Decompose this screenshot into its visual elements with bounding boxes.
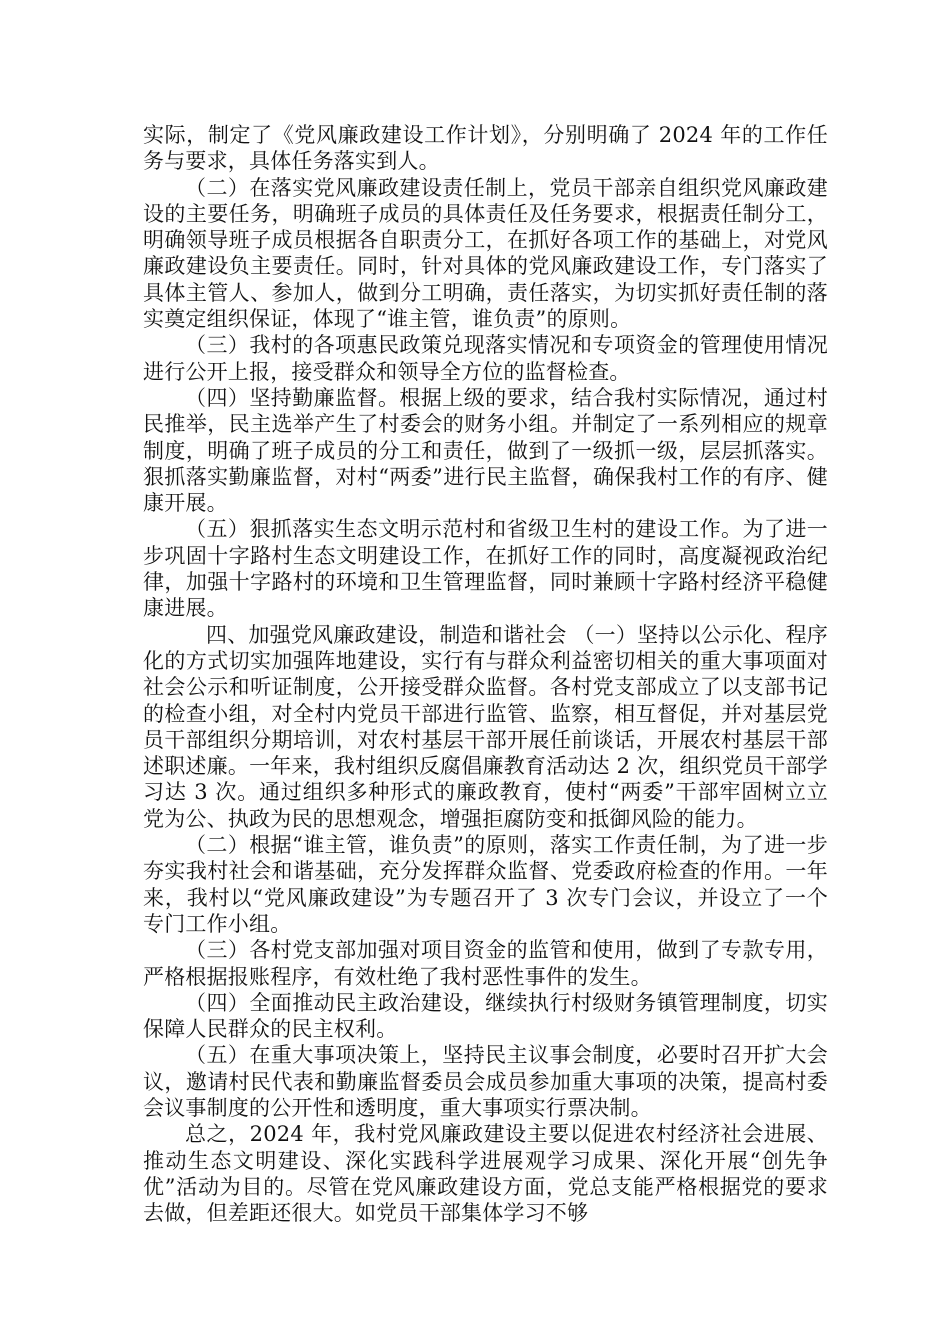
paragraph-6: （二）根据“谁主管，谁负责”的原则，落实工作责任制，为了进一步夯实我村社会和谐基础，充分发挥群众监督、党委政府检查的作用。一年来，我村以“党风廉政建设”为专题召开了 3 次专门会议，并设立了一个专门工作小组。	[143, 833, 828, 936]
paragraph-5: 四、加强党风廉政建设，制造和谐社会 （一）坚持以公示化、程序化的方式切实加强阵地建设，实行有与群众利益密切相关的重大事项面对社会公示和听证制度，公开接受群众监督。各村党支部成立了以支部书记的检查小组，对全村内党员干部进行监管、监察，相互督促，并对基层党员干部组织分期培训，对农村基层干部开展任前谈话，开展农村基层干部述职述廉。一年来，我村组织反腐倡廉教育活动达 2 次，组织党员干部学习达 3 次。通过组织多种形式的廉政教育，使村“两委”干部牢固树立立党为公、执政为民的思想观念，增强拒腐防变和抵御风险的能力。	[143, 622, 828, 831]
document-body	[143, 122, 828, 1226]
paragraph-0: 实际，制定了《党风廉政建设工作计划》，分别明确了 2024 年的工作任务与要求，具体任务落实到人。	[143, 123, 828, 174]
paragraph-4: （五）狠抓落实生态文明示范村和省级卫生村的建设工作。为了进一步巩固十字路村生态文明建设工作，在抓好工作的同时，高度凝视政治纪律，加强十字路村的环境和卫生管理监督，同时兼顾十字路村经济平稳健康进展。	[143, 517, 828, 621]
paragraph-3: （四）坚持勤廉监督。根据上级的要求，结合我村实际情况，通过村民推举，民主选举产生了村委会的财务小组。并制定了一系列相应的规章制度，明确了班子成员的分工和责任，做到了一级抓一级，层层抓落实。狠抓落实勤廉监督，对村“两委”进行民主监督，确保我村工作的有序、健康开展。	[143, 385, 828, 516]
paragraph-2: （三）我村的各项惠民政策兑现落实情况和专项资金的管理使用情况进行公开上报，接受群众和领导全方位的监督检查。	[143, 333, 828, 384]
paragraph-1: （二）在落实党风廉政建设责任制上，党员干部亲自组织党风廉政建设的主要任务，明确班子成员的具体责任及任务要求，根据责任制分工，明确领导班子成员根据各自职责分工，在抓好各项工作的基础上，对党风廉政建设负主要责任。同时，针对具体的党风廉政建设工作，专门落实了具体主管人、参加人，做到分工明确，责任落实，为切实抓好责任制的落实奠定组织保证，体现了“谁主管，谁负责”的原则。	[143, 175, 828, 332]
paragraph-9: （五）在重大事项决策上，坚持民主议事会制度，必要时召开扩大会议，邀请村民代表和勤廉监督委员会成员参加重大事项的决策，提高村委会议事制度的公开性和透明度，重大事项实行票决制。	[143, 1043, 828, 1120]
paragraph-7: （三）各村党支部加强对项目资金的监管和使用，做到了专款专用，严格根据报账程序，有效杜绝了我村恶性事件的发生。	[143, 938, 828, 989]
paragraph-10: 总之，2024 年，我村党风廉政建设主要以促进农村经济社会进展、推动生态文明建设、深化实践科学进展观学习成果、深化开展“创先争优”活动为目的。尽管在党风廉政建设方面，党总支能严格根据党的要求去做，但差距还很大。如党员干部集体学习不够	[143, 1122, 828, 1226]
paragraph-8: （四）全面推动民主政治建设，继续执行村级财务镇管理制度，切实保障人民群众的民主权利。	[143, 990, 828, 1042]
